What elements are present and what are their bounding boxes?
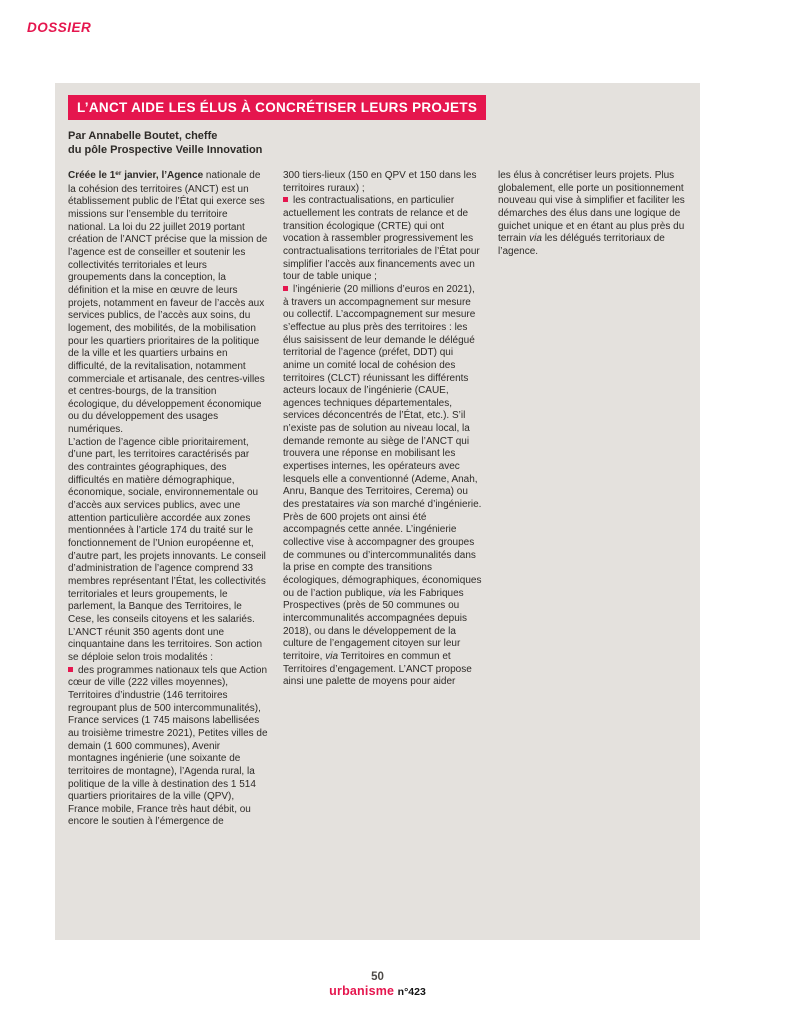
- bullet-square-icon: [283, 197, 288, 202]
- text-run: janvier, l’Agence: [121, 170, 204, 181]
- text-column-3: [498, 170, 698, 829]
- bullet-square-icon: [283, 286, 288, 291]
- text-run: son marché d’ingénierie. Près de 600 projets ont ainsi été accompagnés cette année. L’ingénierie collective vise à accompagner des groupes de communes ou d’intercommunalités dans la prise en compte des transitions écologiques, démographiques, économiques ou de l’action publique,: [283, 499, 482, 599]
- paragraph: [68, 170, 268, 437]
- article-columns: [68, 170, 698, 829]
- paragraph: [68, 437, 268, 665]
- text-run: les délégués territoriaux de l’agence.: [498, 233, 665, 257]
- magazine-logo: urbanisme: [329, 984, 395, 998]
- text-run: via: [388, 587, 401, 599]
- kicker-dossier: DOSSIER: [27, 20, 92, 35]
- byline-line-2: du pôle Prospective Veille Innovation: [68, 143, 263, 156]
- text-run: via: [325, 650, 339, 662]
- text-column-2: [283, 170, 483, 829]
- text-run: les Fabriques Prospectives (près de 50 communes ou intercommunalités accompagnées depuis 2018), ou dans le développement de la culture de l’engagement citoyen sur leur territoire,: [283, 587, 467, 662]
- article-byline: [68, 130, 698, 157]
- magazine-line: [55, 985, 700, 999]
- text-column-1: [68, 170, 268, 829]
- text-run: er: [115, 170, 122, 178]
- paragraph: [283, 170, 483, 195]
- paragraph: [283, 195, 483, 284]
- byline-line-1: Par Annabelle Boutet, cheffe: [68, 130, 218, 142]
- text-run: 300 tiers-lieux (150 en QPV et 150 dans les territoires ruraux) ;: [283, 170, 477, 194]
- bullet-square-icon: [68, 667, 73, 672]
- paragraph: [498, 170, 698, 259]
- article-title: L’ANCT AIDE LES ÉLUS À CONCRÉTISER LEURS PROJETS: [68, 95, 486, 120]
- text-run: les élus à concrétiser leurs projets. Plus globalement, elle porte un positionnement nouveau qui vise à simplifier et faciliter les démarches des élus dans une logique de guichet unique et en étant au plus près du terrain: [498, 170, 685, 245]
- page-footer: [55, 971, 700, 999]
- paragraph: [283, 284, 483, 689]
- text-run: Créée le 1: [68, 170, 116, 181]
- text-run: nationale de la cohésion des territoires (ANCT) est un établissement public de l’État qui exerce ses missions sur l’ensemble du territoire national. La loi du 22 juillet 2019 portant création de l’ANCT précise que la mission de l’agence est de conseiller et soutenir les collectivités territoriales et leurs groupements dans la conception, la définition et la mise en œuvre de leurs projets, notamment en faveur de l’accès aux services publics, de l’accès aux soins, du logement, des mobilités, de la mobilisation pour les quartiers prioritaires de la politique de la ville et les quartiers urbains en difficulté, de la revitalisation, notamment commerciale et artisanale, des centres-villes et centres-bourgs, de la transition écologique, du développement économique ou du développement des usages numériques.: [68, 170, 268, 436]
- text-run: Territoires en commun et Territoires d’engagement. L’ANCT propose ainsi une palette de moyens pour aider: [283, 650, 472, 688]
- magazine-issue: n°423: [397, 986, 426, 998]
- text-run: via: [529, 233, 542, 245]
- text-run: L’action de l’agence cible prioritairement, d’une part, les territoires caractérisés par des contraintes géographiques, des difficultés en matière démographique, économique, sociale, environnementale ou d’accès aux services publics, avec une attention particulière accordée aux zones mentionnées à l’article 174 du traité sur le fonctionnement de l’Union européenne et, d’autre part, les projets innovants. Le conseil d’administration de l’agence comprend 33 membres représentant l’État, les collectivités territoriales et leurs groupements, le parlement, la Banque des Territoires, le Cese, les conseils citoyens et les salariés. L’ANCT réunit 350 agents dont une cinquantaine dans les territoires. Son action se déploie selon trois modalités :: [68, 436, 266, 663]
- text-run: via: [356, 499, 370, 511]
- text-run: des programmes nationaux tels que Action cœur de ville (222 villes moyennes), Territoires d’industrie (146 territoires regroupant plus de 500 intercommunalités), France services (1 745 maisons labellisées au troisième trimestre 2021), Petites villes de demain (1 600 communes), Avenir montagnes ingénierie (une soixante de territoires de montagne), l’Agenda rural, la politique de la ville à destination des 1 514 quartiers prioritaires de la ville (QPV), France mobile, France très haut débit, ou encore le soutien à l’émergence de: [68, 664, 268, 828]
- paragraph: [68, 665, 268, 830]
- text-run: les contractualisations, en particulier actuellement les contrats de relance et de transition écologique (CRTE) qui ont vocation à rassembler progressivement les contractualisations territoriales de l’État pour simplifier l’accès aux financements avec un tour de table unique ;: [283, 195, 480, 283]
- page-number: 50: [371, 971, 384, 983]
- text-run: l’ingénierie (20 millions d’euros en 2021), à travers un accompagnement sur mesure ou collectif. L’accompagnement sur mesure s’effectue au plus près des territoires : les élus saisissent de leur demande le délégué territorial de l’agence (préfet, DDT) qui anime un comité local de cohésion des territoires (CLCT) réunissant les différents acteurs locaux de l’ingénierie (CAUE, agences techniques départementales, services déconcentrés de l’État, etc.). S’il n’existe pas de solution au niveau local, la demande remonte au siège de l’ANCT qui trouvera une réponse en mobilisant les expertises internes, les opérateurs avec lesquels elle a conventionné (Ademe, Anah, Anru, Banque des Territoires, Cerema) ou des prestataires: [283, 283, 478, 511]
- article-panel: [55, 83, 700, 940]
